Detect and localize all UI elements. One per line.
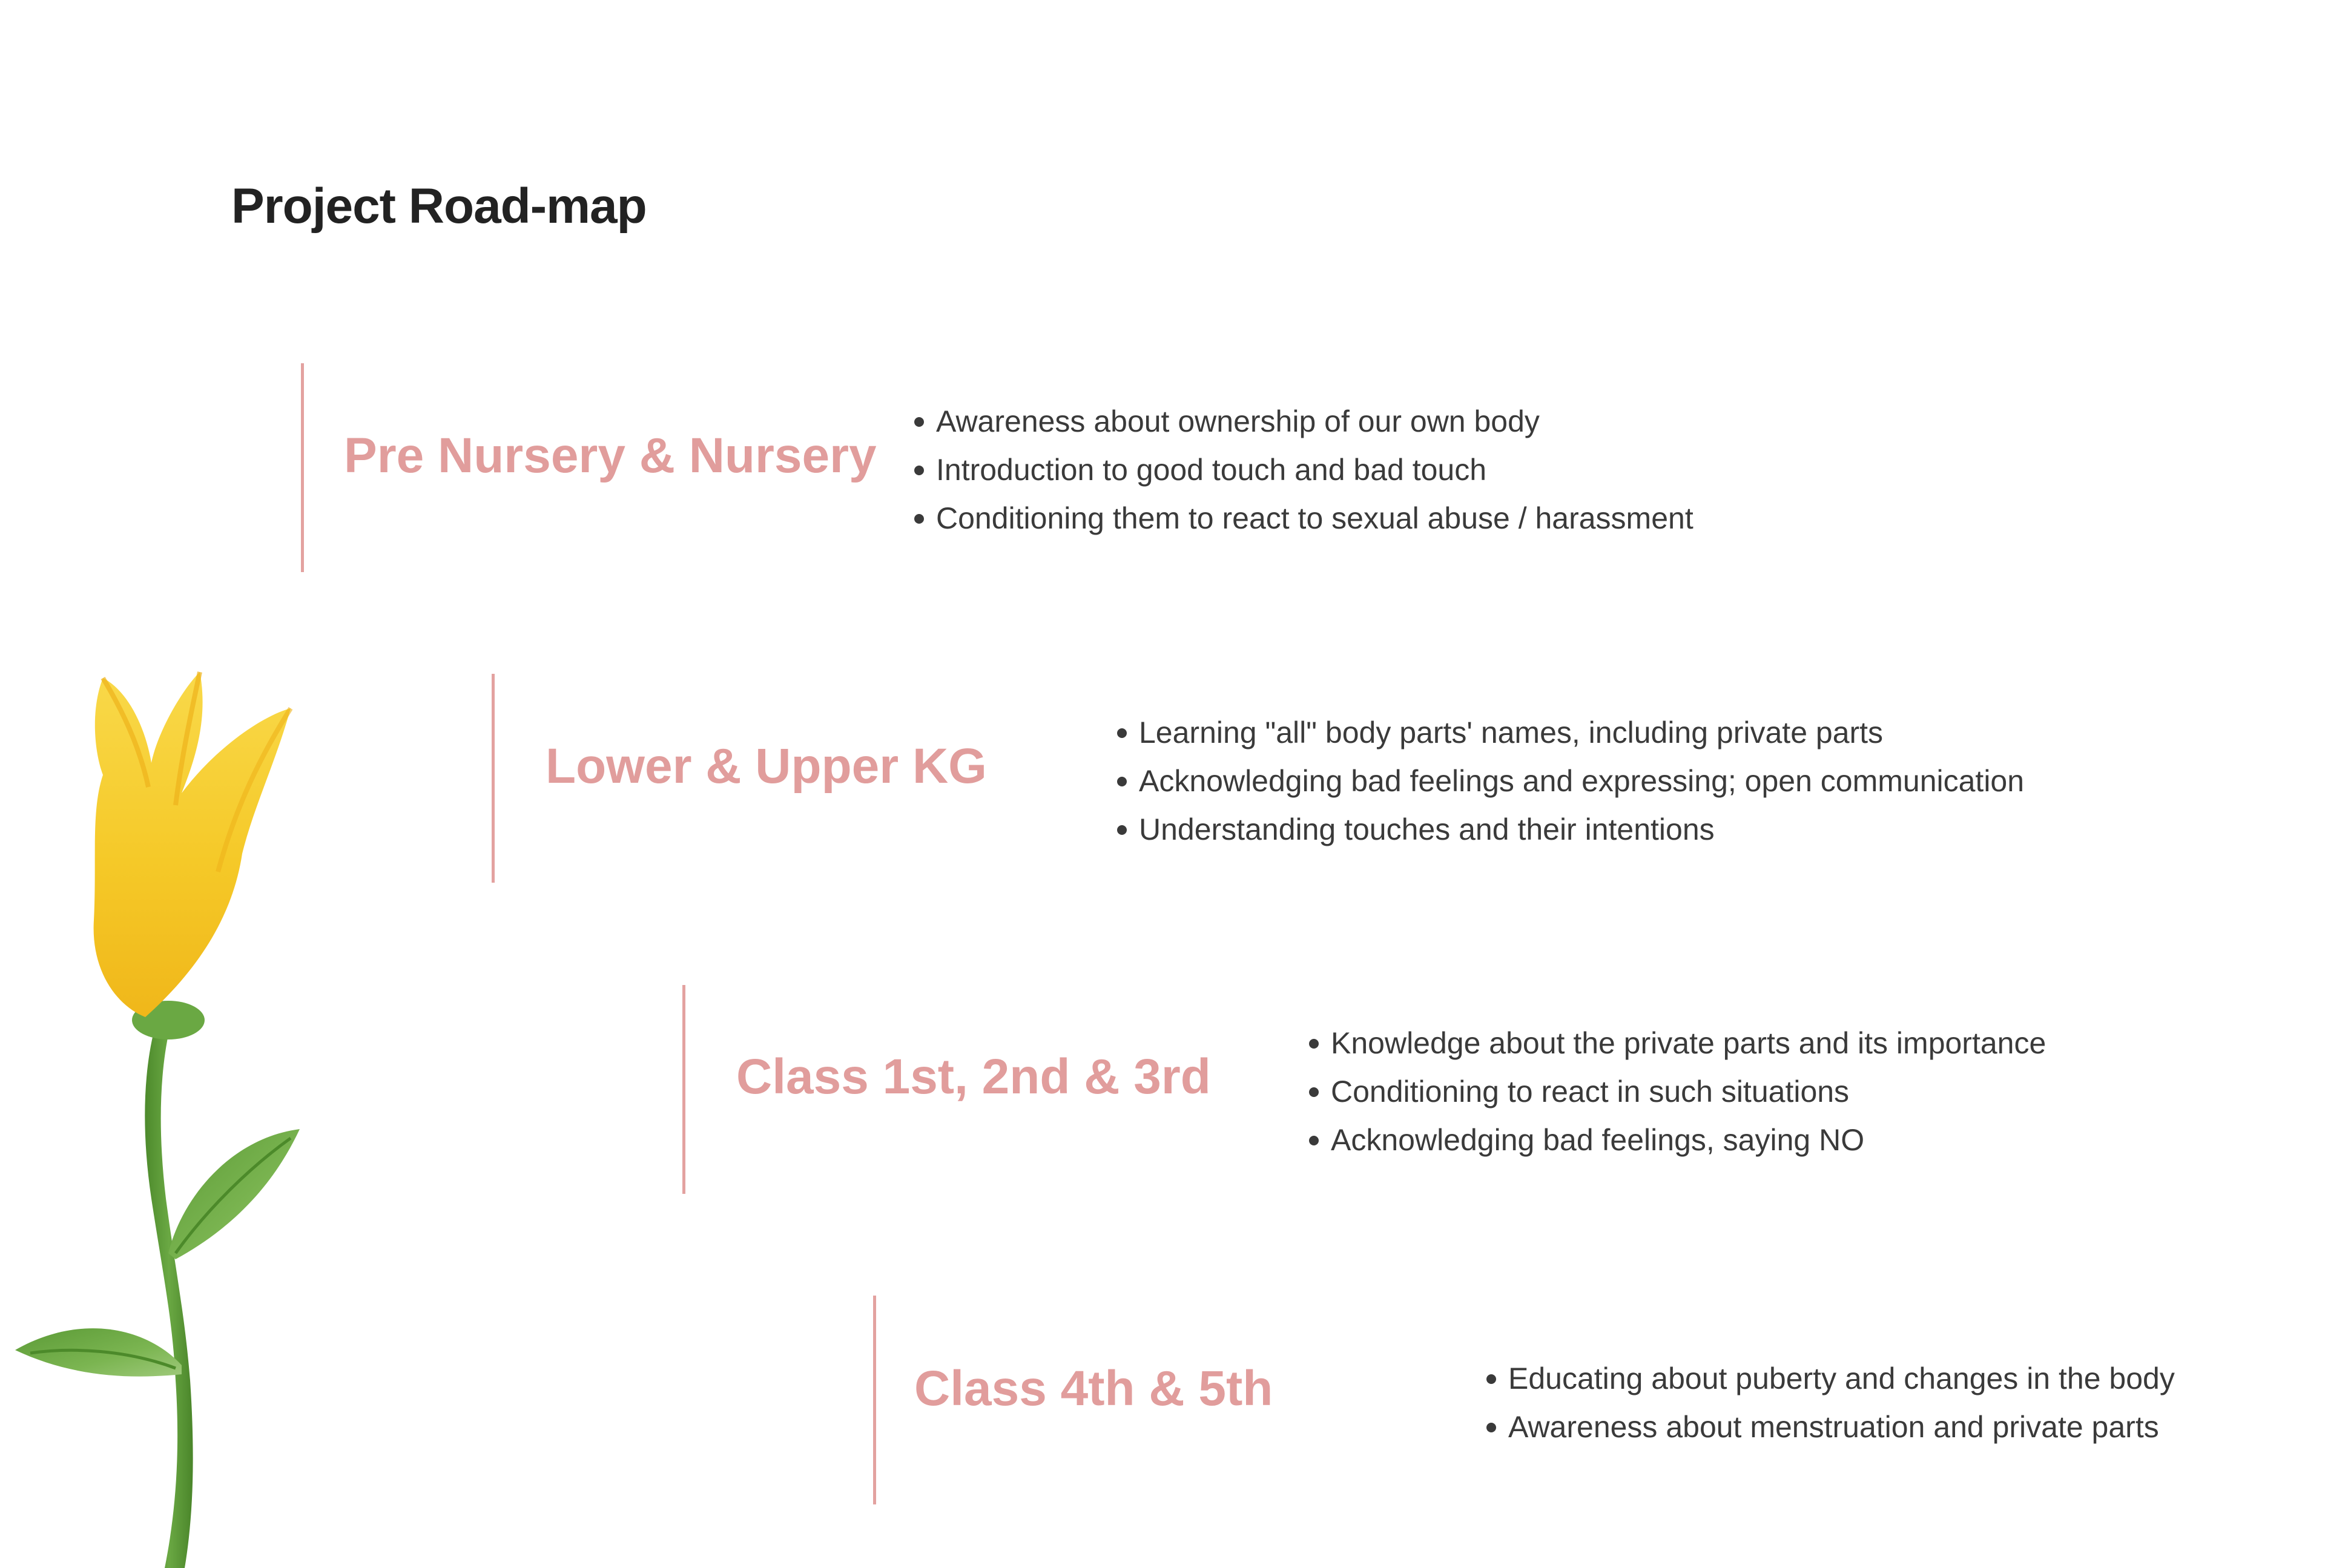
page-title: Project Road-map (231, 179, 647, 234)
stage-title: Lower & Upper KG (546, 739, 987, 794)
bullet-text: Acknowledging bad feelings and expressing; open communication (1139, 764, 2025, 798)
stage-divider (492, 674, 495, 883)
stage-title: Class 1st, 2nd & 3rd (736, 1049, 1211, 1104)
list-item (1486, 1403, 2175, 1451)
list-item (1309, 1067, 2046, 1116)
bullet-icon (914, 514, 924, 524)
list-item (1117, 805, 2024, 854)
list-item (1486, 1354, 2175, 1403)
bullet-icon (1117, 825, 1127, 835)
bullet-icon (1486, 1423, 1496, 1432)
list-item (1117, 757, 2024, 805)
stage-bullet-list (914, 397, 1693, 542)
stage-bullet-list (1309, 1019, 2046, 1164)
bullet-text: Knowledge about the private parts and its importance (1331, 1026, 2046, 1060)
list-item (914, 446, 1693, 494)
stage-title: Class 4th & 5th (914, 1361, 1273, 1416)
stage-bullet-list (1117, 708, 2024, 854)
list-item (1117, 708, 2024, 757)
bullet-icon (1309, 1136, 1319, 1145)
bullet-text: Understanding touches and their intentions (1139, 812, 1715, 846)
stage-divider (301, 363, 304, 572)
list-item (1309, 1116, 2046, 1164)
bullet-icon (914, 466, 924, 475)
bullet-text: Conditioning to react in such situations (1331, 1075, 1850, 1108)
bullet-icon (1117, 728, 1127, 738)
bullet-icon (1309, 1087, 1319, 1097)
stem-shape (145, 1029, 193, 1568)
bullet-text: Educating about puberty and changes in the body (1508, 1362, 2175, 1395)
list-item (1309, 1019, 2046, 1067)
stage-divider (682, 985, 685, 1194)
leaf-shape (15, 1328, 182, 1376)
bullet-icon (1117, 777, 1127, 786)
bullet-text: Conditioning them to react to sexual abuse / harassment (936, 501, 1693, 535)
bullet-text: Learning "all" body parts' names, including private parts (1139, 716, 1884, 749)
bullet-icon (1486, 1374, 1496, 1384)
stage-title: Pre Nursery & Nursery (344, 428, 877, 483)
list-item (914, 494, 1693, 542)
list-item (914, 397, 1693, 446)
bullet-text: Awareness about ownership of our own body (936, 404, 1540, 438)
stage-divider (873, 1296, 876, 1504)
yellow-tulip-illustration (0, 654, 424, 1568)
petal-shape (94, 672, 291, 1017)
bullet-text: Introduction to good touch and bad touch (936, 453, 1487, 487)
stage-bullet-list (1486, 1354, 2175, 1451)
bullet-icon (1309, 1039, 1319, 1049)
bullet-text: Awareness about menstruation and private parts (1508, 1410, 2159, 1444)
bullet-text: Acknowledging bad feelings, saying NO (1331, 1123, 1865, 1157)
leaf-shape (168, 1129, 300, 1259)
bullet-icon (914, 417, 924, 427)
